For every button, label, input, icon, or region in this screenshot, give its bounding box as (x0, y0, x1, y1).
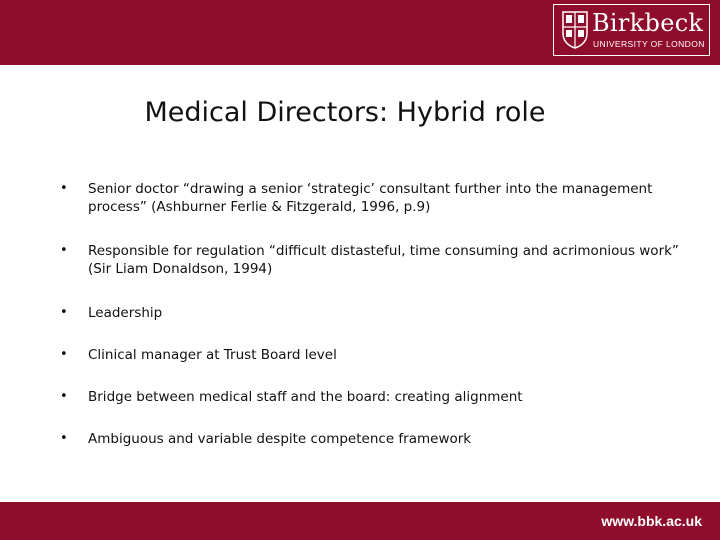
footer-url[interactable]: www.bbk.ac.uk (601, 513, 702, 529)
bullet-text: Senior doctor “drawing a senior ‘strategic’ consultant further into the management process” (Ashburner Ferlie & Fitzgerald, 1996, p.9) (88, 181, 653, 215)
logo-wordmark: Birkbeck (592, 9, 704, 37)
bullet-text: Leadership (88, 305, 163, 321)
bullet-text: Responsible for regulation “difficult distasteful, time consuming and acrimonious work” (Sir Liam Donaldson, 1994) (88, 243, 679, 277)
bullet-item (60, 388, 680, 406)
bullet-list (60, 180, 680, 448)
bullet-marker: • (60, 181, 68, 196)
bullet-text: Bridge between medical staff and the board: creating alignment (88, 389, 523, 405)
bullet-marker: • (60, 347, 68, 362)
birkbeck-logo (553, 4, 710, 56)
bullet-marker: • (60, 389, 68, 404)
bullet-marker: • (60, 305, 68, 320)
bullet-marker: • (60, 431, 68, 446)
bullet-text: Ambiguous and variable despite competence framework (88, 431, 472, 447)
bullet-item (60, 242, 680, 280)
crest-icon (562, 11, 588, 49)
bullet-text: Clinical manager at Trust Board level (88, 347, 337, 363)
bullet-item (60, 430, 680, 448)
header-band (0, 0, 720, 65)
bullet-marker: • (60, 243, 68, 258)
bullet-item (60, 180, 680, 218)
bullet-item (60, 304, 680, 322)
bullet-item (60, 346, 680, 364)
footer-band (0, 502, 720, 540)
slide-title: Medical Directors: Hybrid role (144, 97, 546, 128)
logo-subtitle: UNIVERSITY OF LONDON (593, 39, 705, 49)
